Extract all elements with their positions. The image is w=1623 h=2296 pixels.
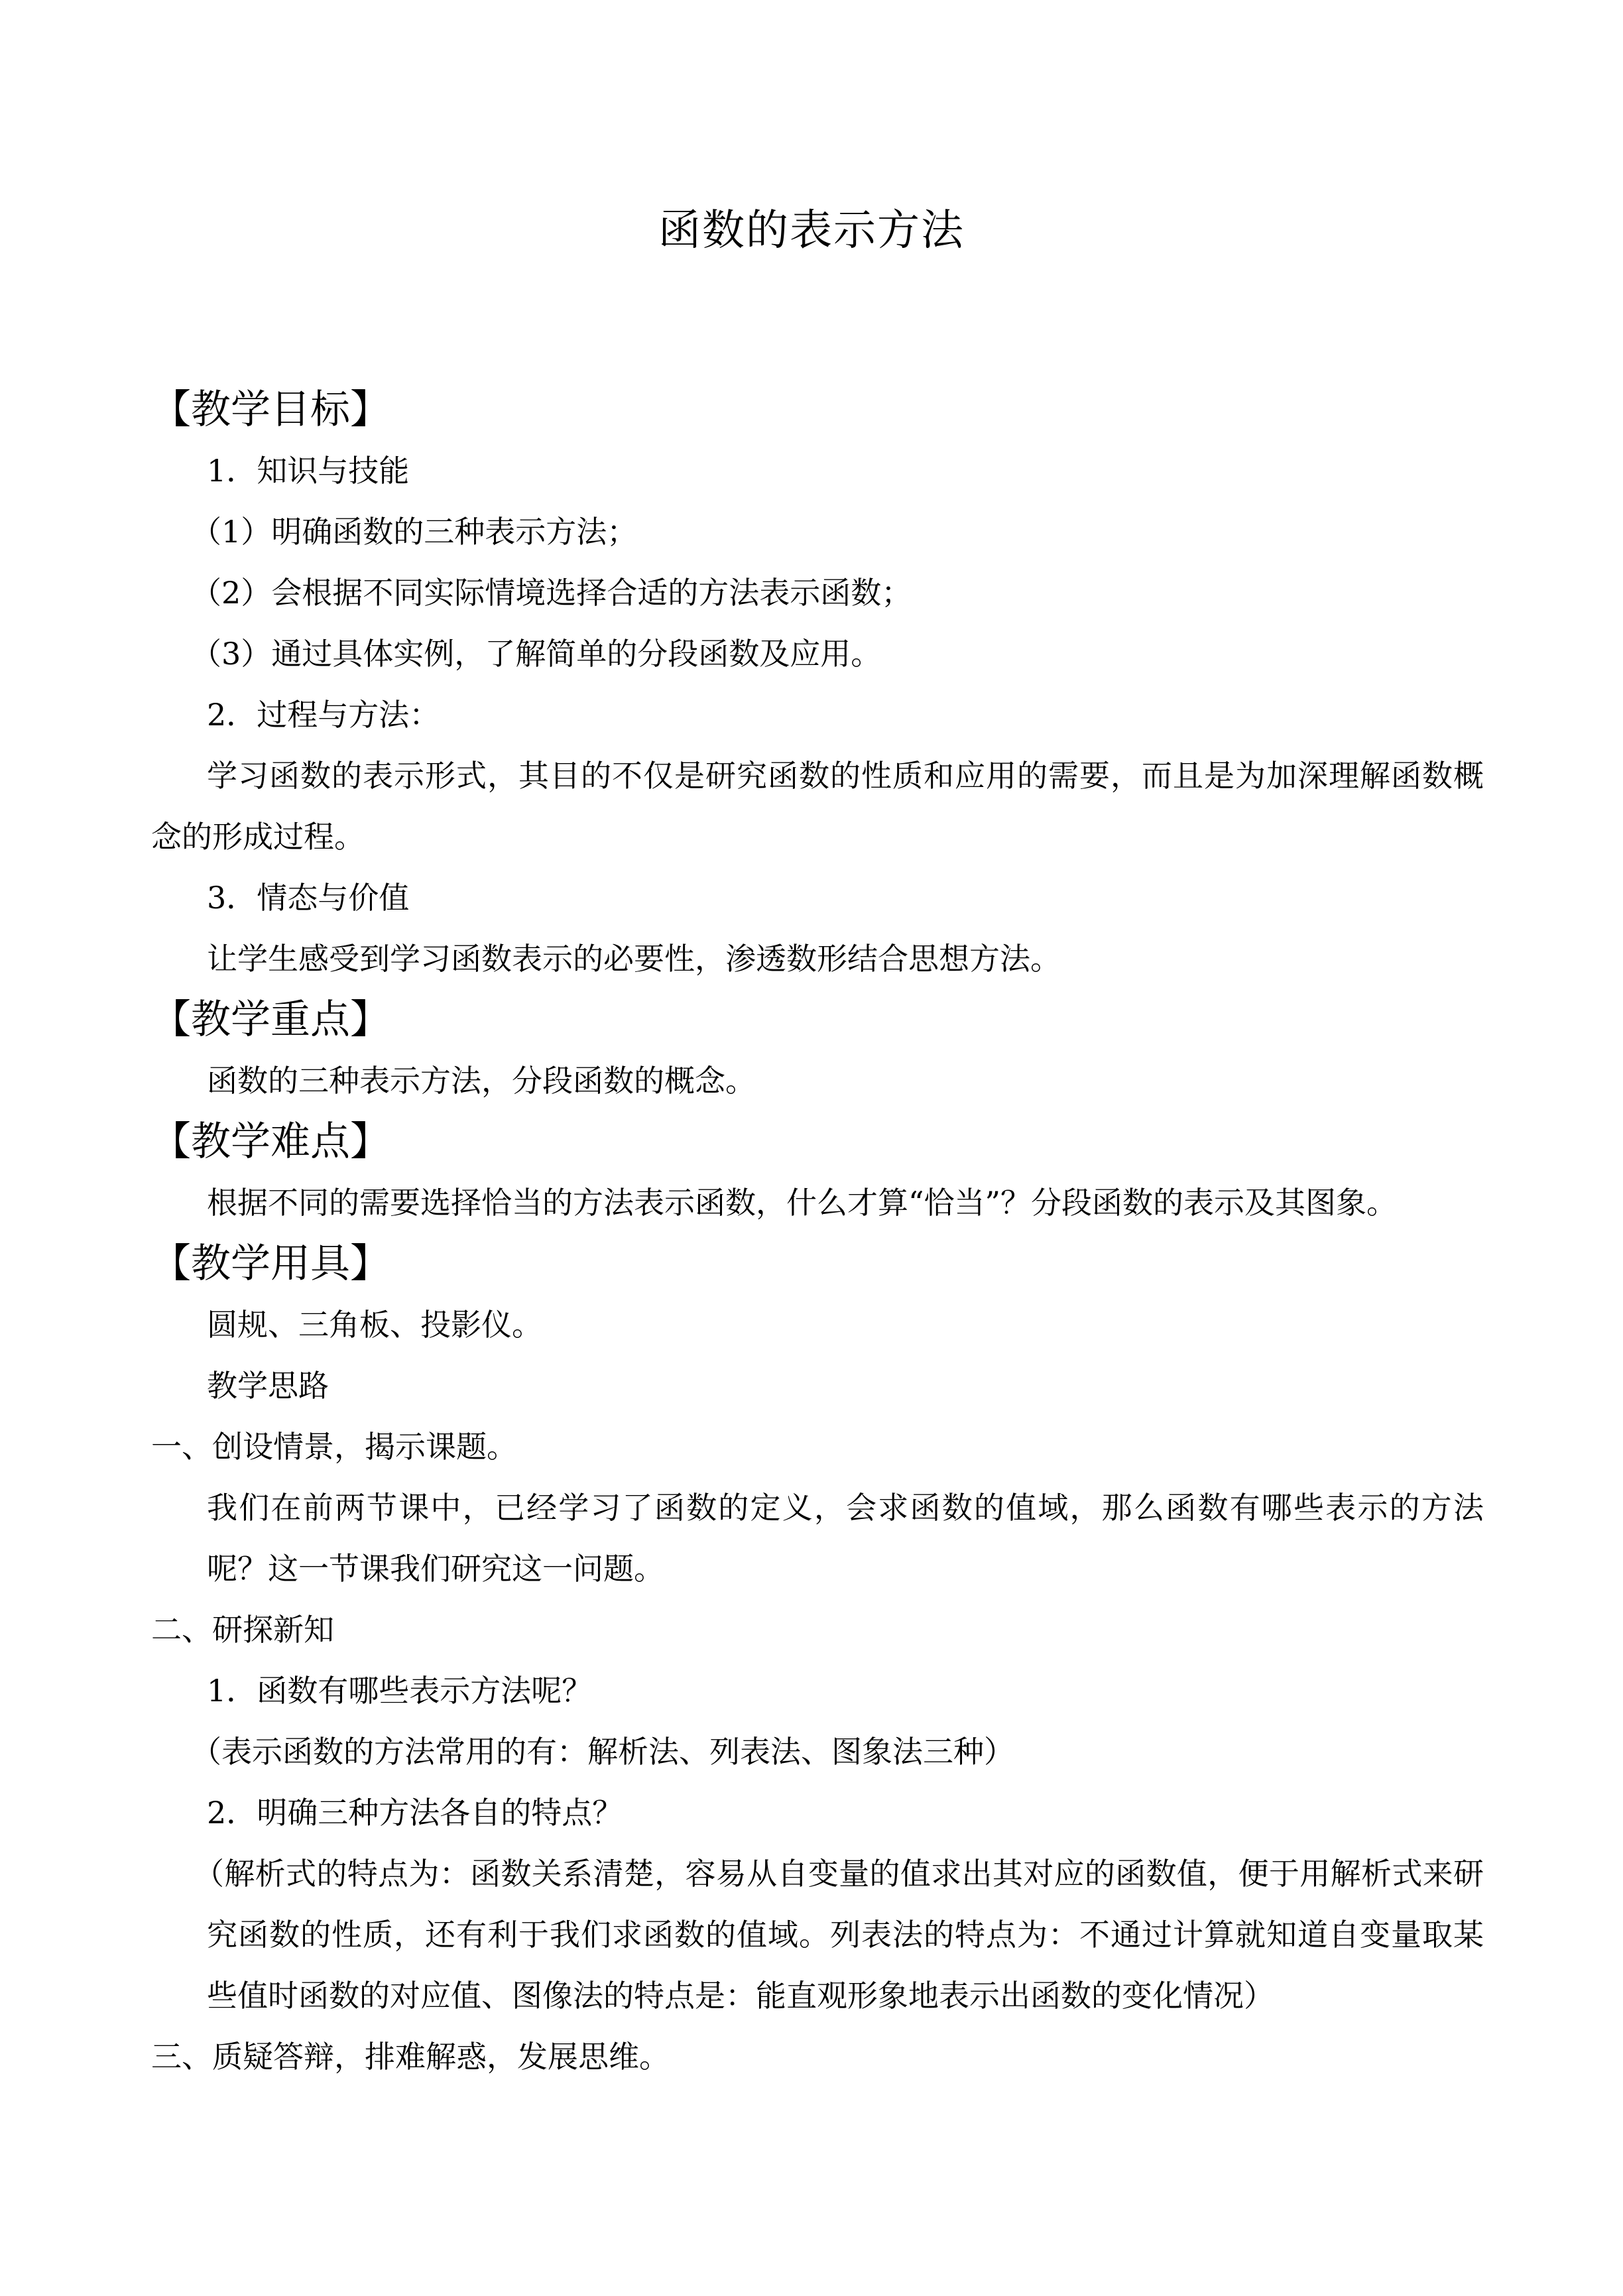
section-heading-objectives: 【教学目标】 bbox=[151, 387, 390, 433]
key-points-text: 函数的三种表示方法，分段函数的概念。 bbox=[207, 1063, 756, 1099]
document-title: 函数的表示方法 bbox=[658, 206, 965, 255]
part-1-heading: 一、创设情景，揭示课题。 bbox=[151, 1429, 517, 1465]
teaching-idea-label: 教学思路 bbox=[207, 1368, 329, 1404]
objective-3-title: 3．情态与价值 bbox=[207, 880, 410, 916]
part-3-heading: 三、质疑答辩，排难解惑，发展思维。 bbox=[151, 2039, 670, 2075]
part-2-heading: 二、研探新知 bbox=[151, 1612, 334, 1648]
part-2-question-2: 2．明确三种方法各自的特点？ bbox=[207, 1795, 623, 1831]
part-2-question-1: 1．函数有哪些表示方法呢？ bbox=[207, 1673, 593, 1709]
section-heading-difficulties: 【教学难点】 bbox=[151, 1118, 390, 1165]
part-1-text: 我们在前两节课中，已经学习了函数的定义，会求函数的值域，那么函数有哪些表示的方法呢？这一节课我们研究这一问题。 bbox=[207, 1490, 1484, 1587]
objective-1-title: 1．知识与技能 bbox=[207, 453, 410, 489]
section-heading-tools: 【教学用具】 bbox=[151, 1240, 390, 1287]
part-2-answer-2: （解析式的特点为：函数关系清楚，容易从自变量的值求出其对应的函数值，便于用解析式来研究函数的性质，还有利于我们求函数的值域。列表法的特点为：不通过计算就知道自变量取某些值时函数的对应值、图像法的特点是：能直观形象地表示出函数的变化情况） bbox=[194, 1856, 1484, 2014]
objective-1-sub-2: （2）会根据不同实际情境选择合适的方法表示函数； bbox=[191, 575, 912, 611]
objective-1-sub-1: （1）明确函数的三种表示方法； bbox=[191, 514, 638, 550]
objective-1-sub-3: （3）通过具体实例，了解简单的分段函数及应用。 bbox=[191, 636, 882, 672]
objective-2-title: 2．过程与方法： bbox=[207, 697, 440, 733]
part-2-answer-1: （表示函数的方法常用的有：解析法、列表法、图象法三种） bbox=[191, 1734, 1014, 1770]
tools-text: 圆规、三角板、投影仪。 bbox=[207, 1307, 542, 1343]
objective-2-text: 学习函数的表示形式，其目的不仅是研究函数的性质和应用的需要，而且是为加深理解函数概念的形成过程。 bbox=[151, 758, 1484, 855]
document-body bbox=[151, 379, 1484, 2087]
difficulties-text: 根据不同的需要选择恰当的方法表示函数，什么才算“恰当”？分段函数的表示及其图象。 bbox=[207, 1185, 1398, 1221]
section-heading-key-points: 【教学重点】 bbox=[151, 997, 390, 1043]
objective-3-text: 让学生感受到学习函数表示的必要性，渗透数形结合思想方法。 bbox=[207, 941, 1061, 977]
